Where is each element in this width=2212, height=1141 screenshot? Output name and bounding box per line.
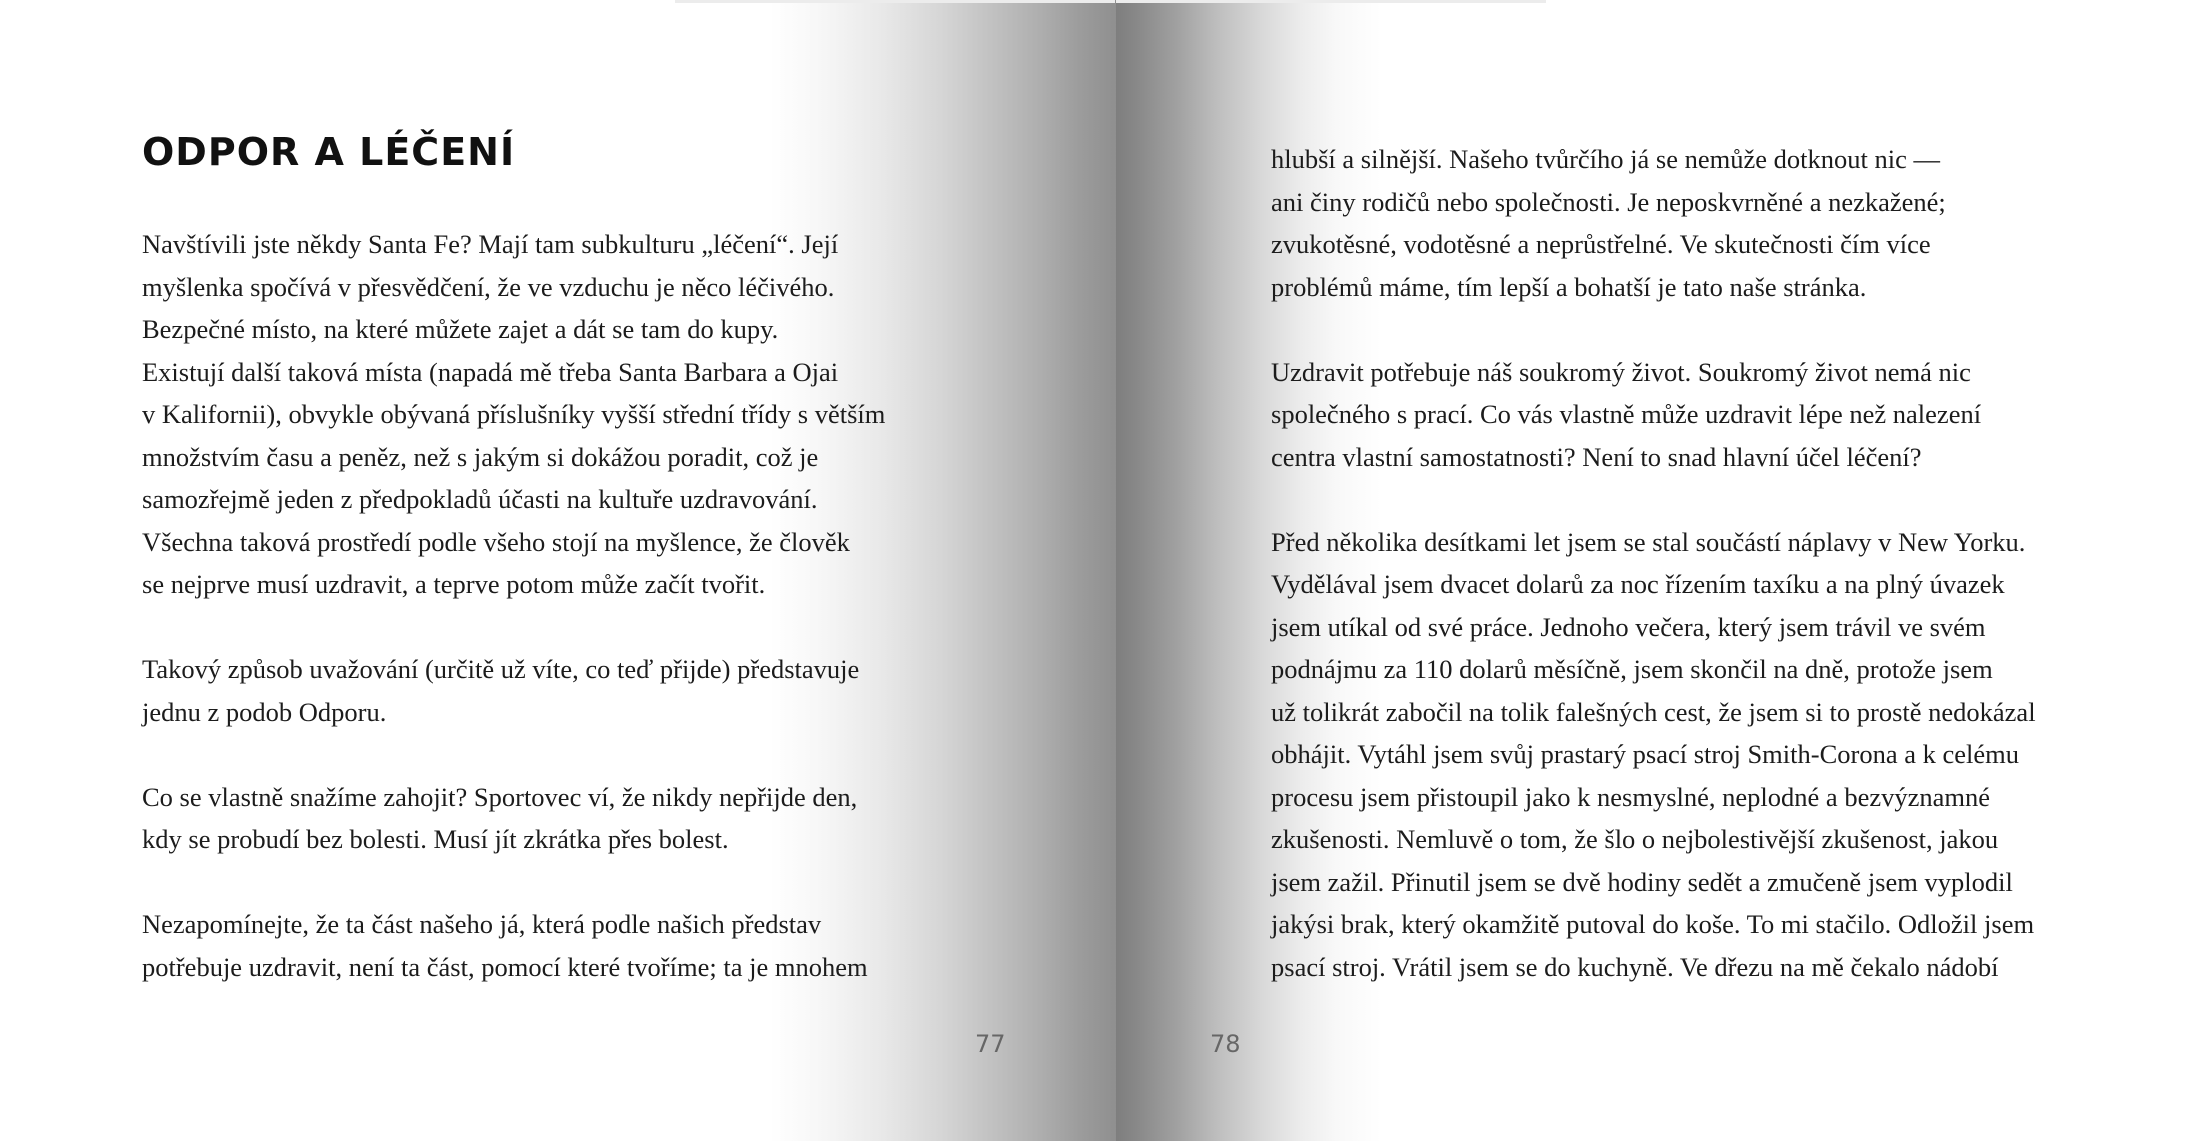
text-line: Co se vlastně snažíme zahojit? Sportovec ví, že nikdy nepřijde den,	[142, 781, 858, 812]
paragraph	[142, 776, 885, 861]
paragraph	[142, 648, 885, 733]
text-line: samozřejmě jeden z předpokladů účasti na kultuře uzdravování.	[142, 484, 818, 514]
text-line: centra vlastní samostatnosti? Není to snad hlavní účel léčení?	[1271, 441, 1922, 472]
text-line: zvukotěsné, vodotěsné a neprůstřelné. Ve skutečnosti čím více	[1271, 229, 1931, 259]
text-line: Existují další taková místa (napadá mě třeba Santa Barbara a Ojai	[142, 356, 839, 387]
text-line: jakýsi brak, který okamžitě putoval do koše. To mi stačilo. Odložil jsem	[1271, 909, 2035, 939]
text-line: problémů máme, tím lepší a bohatší je tato naše stránka.	[1271, 271, 1867, 302]
paragraph	[1271, 138, 2036, 308]
text-line: hlubší a silnější. Našeho tvůrčího já se nemůže dotknout nic —	[1271, 144, 1940, 174]
text-line: obhájit. Vytáhl jsem svůj prastarý psací stroj Smith-Corona a k celému	[1271, 739, 2020, 769]
text-line: Uzdravit potřebuje náš soukromý život. Soukromý život nemá nic	[1271, 356, 1971, 387]
left-page-body	[142, 223, 885, 988]
page-top-edge	[675, 0, 1115, 3]
text-line: v Kalifornii), obvykle obývaná příslušníky vyšší střední třídy s větším	[142, 399, 886, 429]
text-line: procesu jsem přistoupil jako k nesmyslné, neplodné a bezvýznamné	[1271, 781, 1990, 812]
text-line: zkušenosti. Nemluvě o tom, že šlo o nejbolestivější zkušenost, jakou	[1271, 824, 1999, 854]
text-line: množstvím času a peněz, než s jakým si dokážou poradit, což je	[142, 441, 819, 472]
text-line: Navštívili jste někdy Santa Fe? Mají tam subkulturu „léčení“. Její	[142, 229, 839, 259]
text-line: podnájmu za 110 dolarů měsíčně, jsem skončil na dně, protože jsem	[1271, 654, 1993, 684]
text-line: Všechna taková prostředí podle všeho stojí na myšlence, že člověk	[142, 526, 850, 557]
text-line: jsem utíkal od své práce. Jednoho večera, který jsem trávil ve svém	[1271, 611, 1986, 642]
text-line: Před několika desítkami let jsem se stal součástí náplavy v New Yorku.	[1271, 526, 2026, 557]
text-line: Vydělával jsem dvacet dolarů za noc řízením taxíku a na plný úvazek	[1271, 569, 2005, 599]
chapter-title: ODPOR A LÉČENÍ	[142, 130, 516, 174]
paragraph	[142, 223, 885, 606]
paragraph	[1271, 521, 2036, 989]
text-line: kdy se probudí bez bolesti. Musí jít zkrátka přes bolest.	[142, 824, 729, 854]
page-number: 78	[1210, 1030, 1241, 1058]
text-line: myšlenka spočívá v přesvědčení, že ve vzduchu je něco léčivého.	[142, 271, 835, 302]
text-line: společného s prací. Co vás vlastně může uzdravit lépe než nalezení	[1271, 399, 1982, 429]
page-number: 77	[975, 1030, 1006, 1058]
page-top-edge	[1116, 0, 1546, 3]
text-line: jsem zažil. Přinutil jsem se dvě hodiny sedět a zmučeně jsem vyplodil	[1271, 866, 2013, 897]
paragraph	[142, 903, 885, 988]
paragraph	[1271, 351, 2036, 479]
text-line: už tolikrát zabočil na tolik falešných cest, že jsem si to prostě nedokázal	[1271, 696, 2036, 727]
text-line: Nezapomínejte, že ta část našeho já, která podle našich představ	[142, 909, 822, 939]
text-line: jednu z podob Odporu.	[142, 696, 387, 727]
text-line: potřebuje uzdravit, není ta část, pomocí které tvoříme; ta je mnohem	[142, 951, 868, 982]
text-line: ani činy rodičů nebo společnosti. Je neposkvrněné a nezkažené;	[1271, 186, 1946, 217]
text-line: psací stroj. Vrátil jsem se do kuchyně. Ve dřezu na mě čekalo nádobí	[1271, 951, 1999, 982]
text-line: se nejprve musí uzdravit, a teprve potom může začít tvořit.	[142, 569, 766, 599]
text-line: Takový způsob uvažování (určitě už víte, co teď přijde) představuje	[142, 654, 860, 684]
text-line: Bezpečné místo, na které můžete zajet a dát se tam do kupy.	[142, 314, 779, 344]
right-page-body	[1271, 138, 2036, 988]
